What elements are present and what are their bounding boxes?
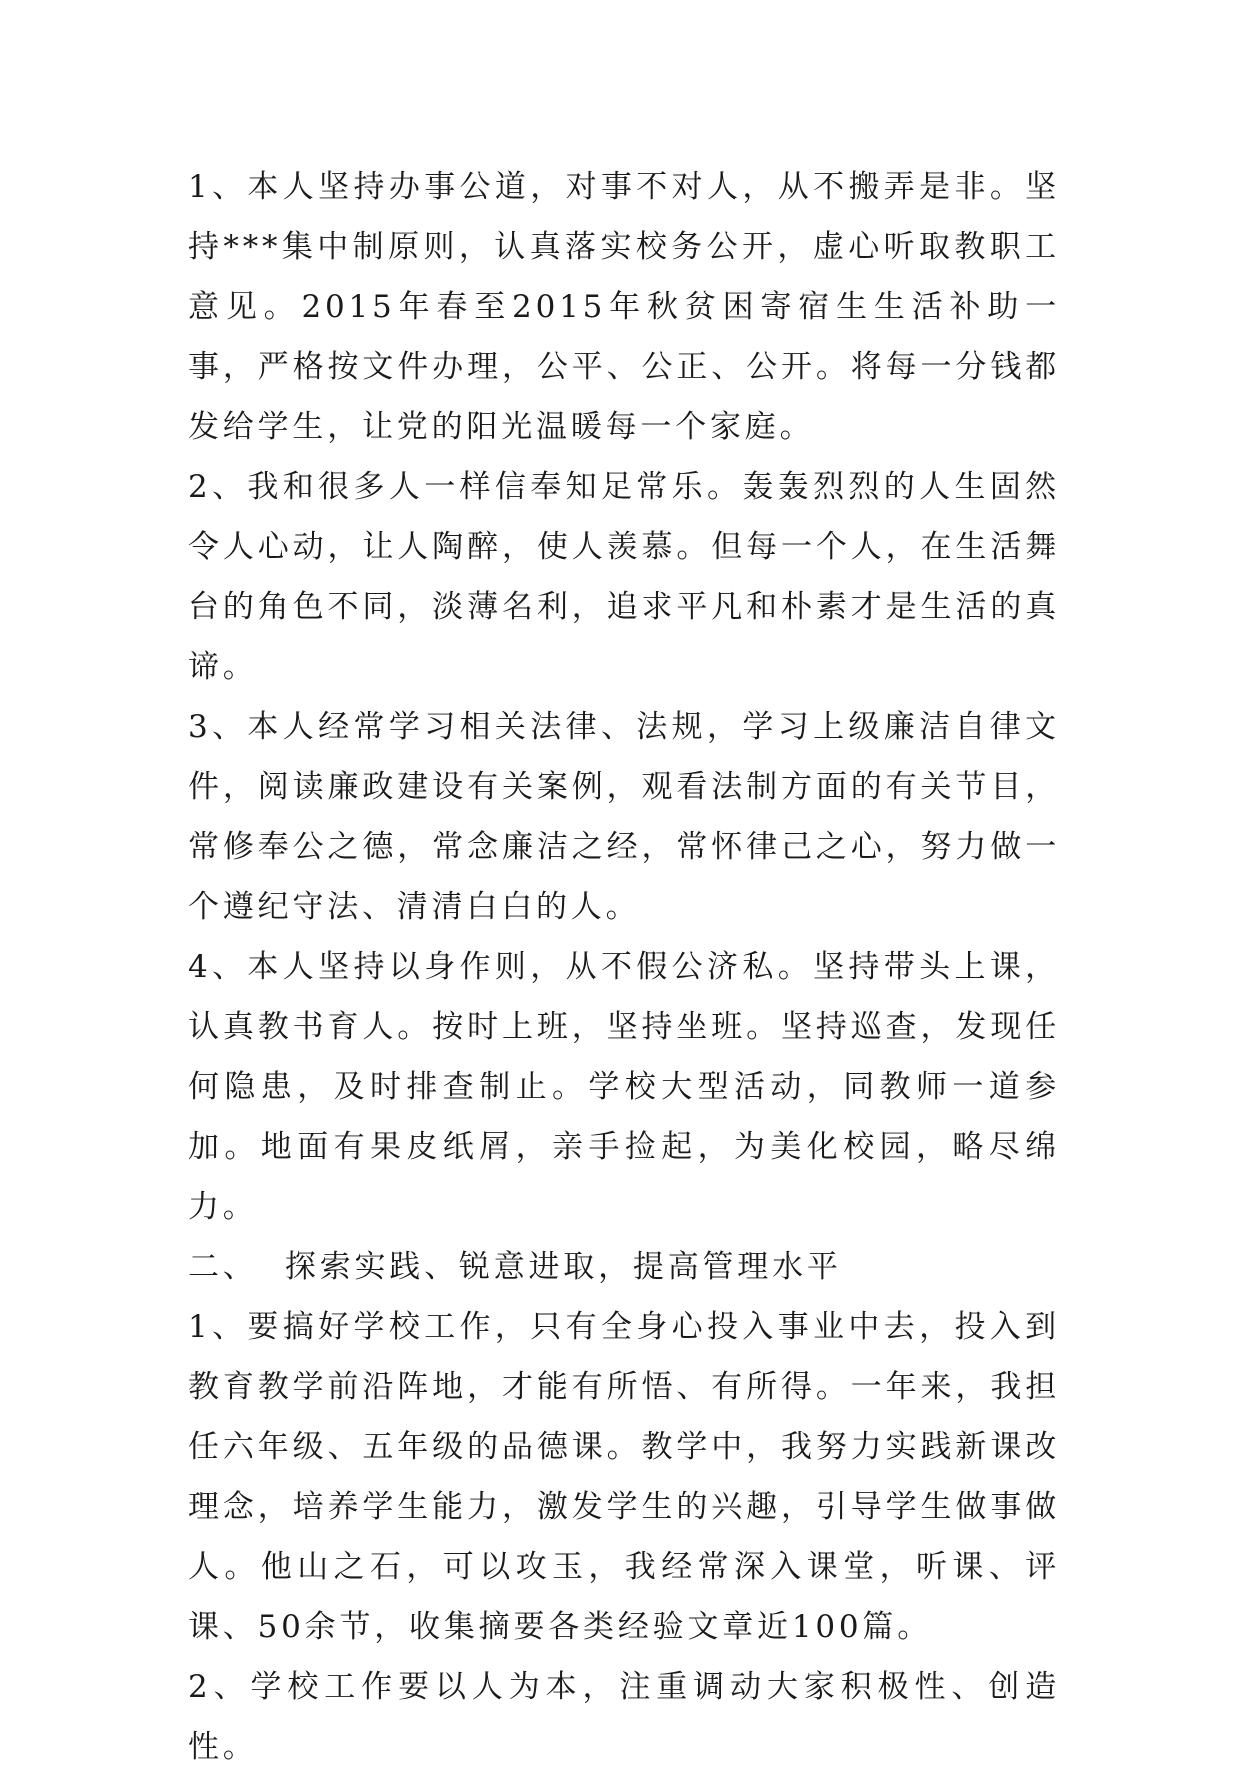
paragraph-4: 4、本人坚持以身作则，从不假公济私。坚持带头上课，认真教书育人。按时上班，坚持坐班。坚持巡查，发现任何隐患，及时排查制止。学校大型活动，同教师一道参加。地面有果皮纸屑，亲手捡起，为美化校园，略尽绵力。 <box>188 949 1060 1225</box>
paragraph-1: 1、本人坚持办事公道，对事不对人，从不搬弄是非。坚持***集中制原则，认真落实校务公开，虚心听取教职工意见。2015年春至2015年秋贫困寄宿生生活补助一事，严格按文件办理，公平、公正、公开。将每一分钱都发给学生，让党的阳光温暖每一个家庭。 <box>188 169 1060 445</box>
paragraph-2: 2、我和很多人一样信奉知足常乐。轰轰烈烈的人生固然令人心动，让人陶醉，使人羡慕。但每一个人，在生活舞台的角色不同，淡薄名利，追求平凡和朴素才是生活的真谛。 <box>188 469 1060 685</box>
section-paragraph-2: 2、学校工作要以人为本，注重调动大家积极性、创造性。 <box>188 1669 1060 1765</box>
section-paragraph-1: 1、要搞好学校工作，只有全身心投入事业中去，投入到教育教学前沿阵地，才能有所悟、有所得。一年来，我担任六年级、五年级的品德课。教学中，我努力实践新课改理念，培养学生能力，激发学生的兴趣，引导学生做事做人。他山之石，可以攻玉，我经常深入课堂，听课、评课、50余节，收集摘要各类经验文章近100篇。 <box>188 1309 1060 1645</box>
paragraph-3: 3、本人经常学习相关法律、法规，学习上级廉洁自律文件，阅读廉政建设有关案例，观看法制方面的有关节目，常修奉公之德，常念廉洁之经，常怀律己之心，努力做一个遵纪守法、清清白白的人。 <box>188 709 1060 925</box>
section-heading: 二、 探索实践、锐意进取，提高管理水平 <box>188 1249 842 1285</box>
document-body <box>188 157 1060 1777</box>
